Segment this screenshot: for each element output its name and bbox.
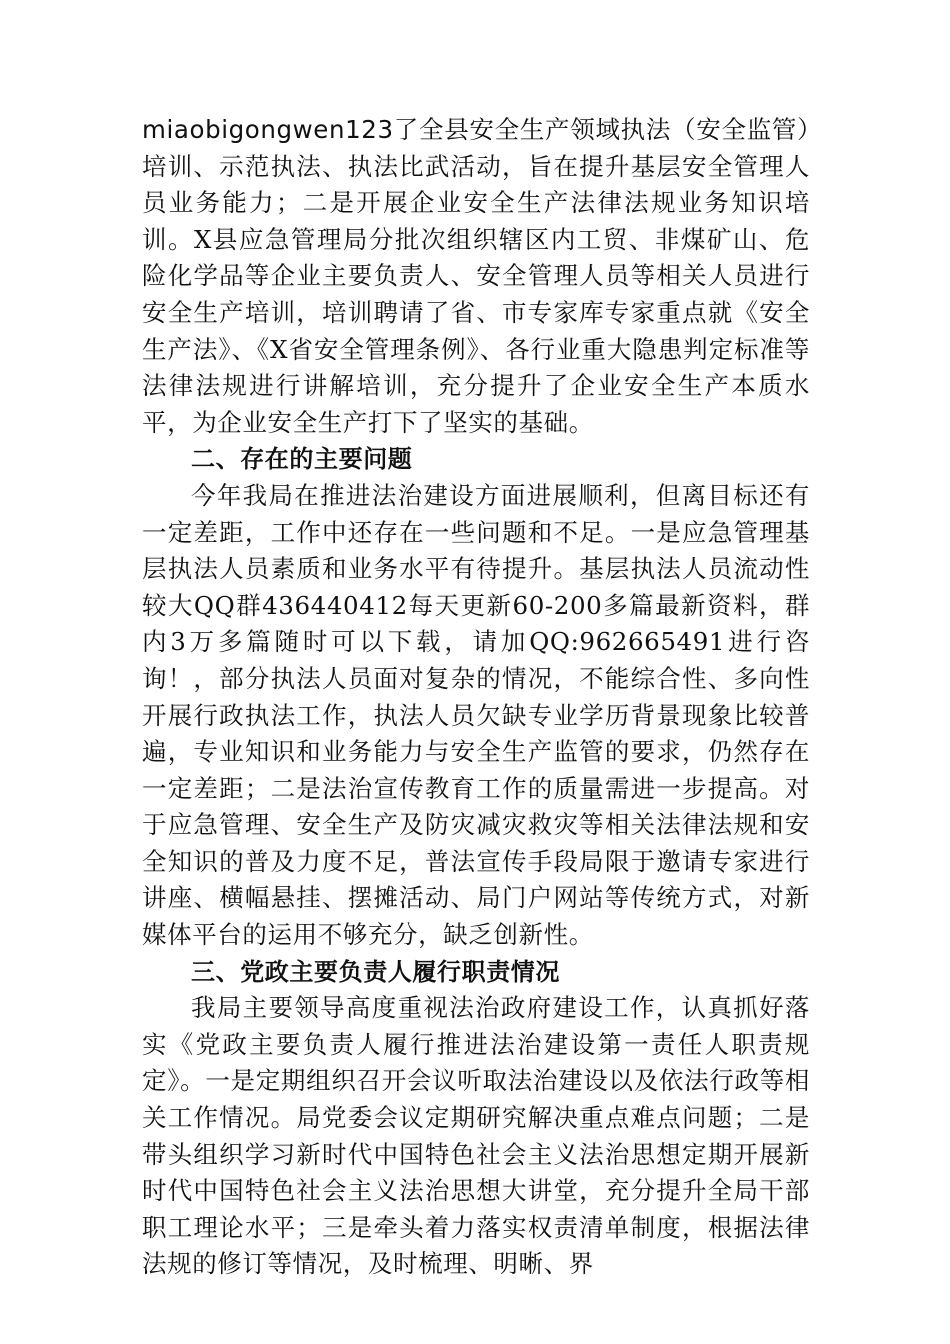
document-body	[142, 112, 810, 1283]
paragraph-text: 了全县安全生产领域执法（安全监管）培训、示范执法、执法比武活动，旨在提升基层安全管理人员业务能力；二是开展企业安全生产法律法规业务知识培训。X县应急管理局分批次组织辖区内工贸、非煤矿山、危险化学品等企业主要负责人、安全管理人员等相关人员进行安全生产培训，培训聘请了省、市专家库专家重点就《安全生产法》、《X省安全管理条例》、各行业重大隐患判定标准等法律法规进行讲解培训，充分提升了企业安全生产本质水平，为企业安全生产打下了坚实的基础。	[142, 115, 810, 437]
section-heading-main-problems: 二、存在的主要问题	[191, 445, 413, 474]
watermark-text: miaobigongwen123	[142, 115, 394, 144]
paragraph-main-problems: 今年我局在推进法治建设方面进展顺利，但离目标还有一定差距，工作中还存在一些问题和不足。一是应急管理基层执法人员素质和业务水平有待提升。基层执法人员流动性较大QQ群436440412每天更新60-200多篇最新资料，群内3万多篇随时可以下载，请加QQ:962665491进行咨询！，部分执法人员面对复杂的情况，不能综合性、多向性开展行政执法工作，执法人员欠缺专业学历背景现象比较普遍，专业知识和业务能力与安全生产监管的要求，仍然存在一定差距；二是法治宣传教育工作的质量需进一步提高。对于应急管理、安全生产及防灾减灾救灾等相关法律法规和安全知识的普及力度不足，普法宣传手段局限于邀请专家进行讲座、横幅悬挂、摆摊活动、局门户网站等传统方式，对新媒体平台的运用不够充分，缺乏创新性。	[142, 480, 810, 950]
paragraph-leader-duties: 我局主要领导高度重视法治政府建设工作，认真抓好落实《党政主要负责人履行推进法治建设第一责任人职责规定》。一是定期组织召开会议听取法治建设以及依法行政等相关工作情况。局党委会议定期研究解决重点难点问题；二是带头组织学习新时代中国特色社会主义法治思想定期开展新时代中国特色社会主义法治思想大讲堂，充分提升全局干部职工理论水平；三是牵头着力落实权责清单制度，根据法律法规的修订等情况，及时梳理、明晰、界	[142, 993, 810, 1279]
section-heading-leader-duties: 三、党政主要负责人履行职责情况	[191, 957, 560, 986]
paragraph-training-continued	[142, 112, 810, 441]
